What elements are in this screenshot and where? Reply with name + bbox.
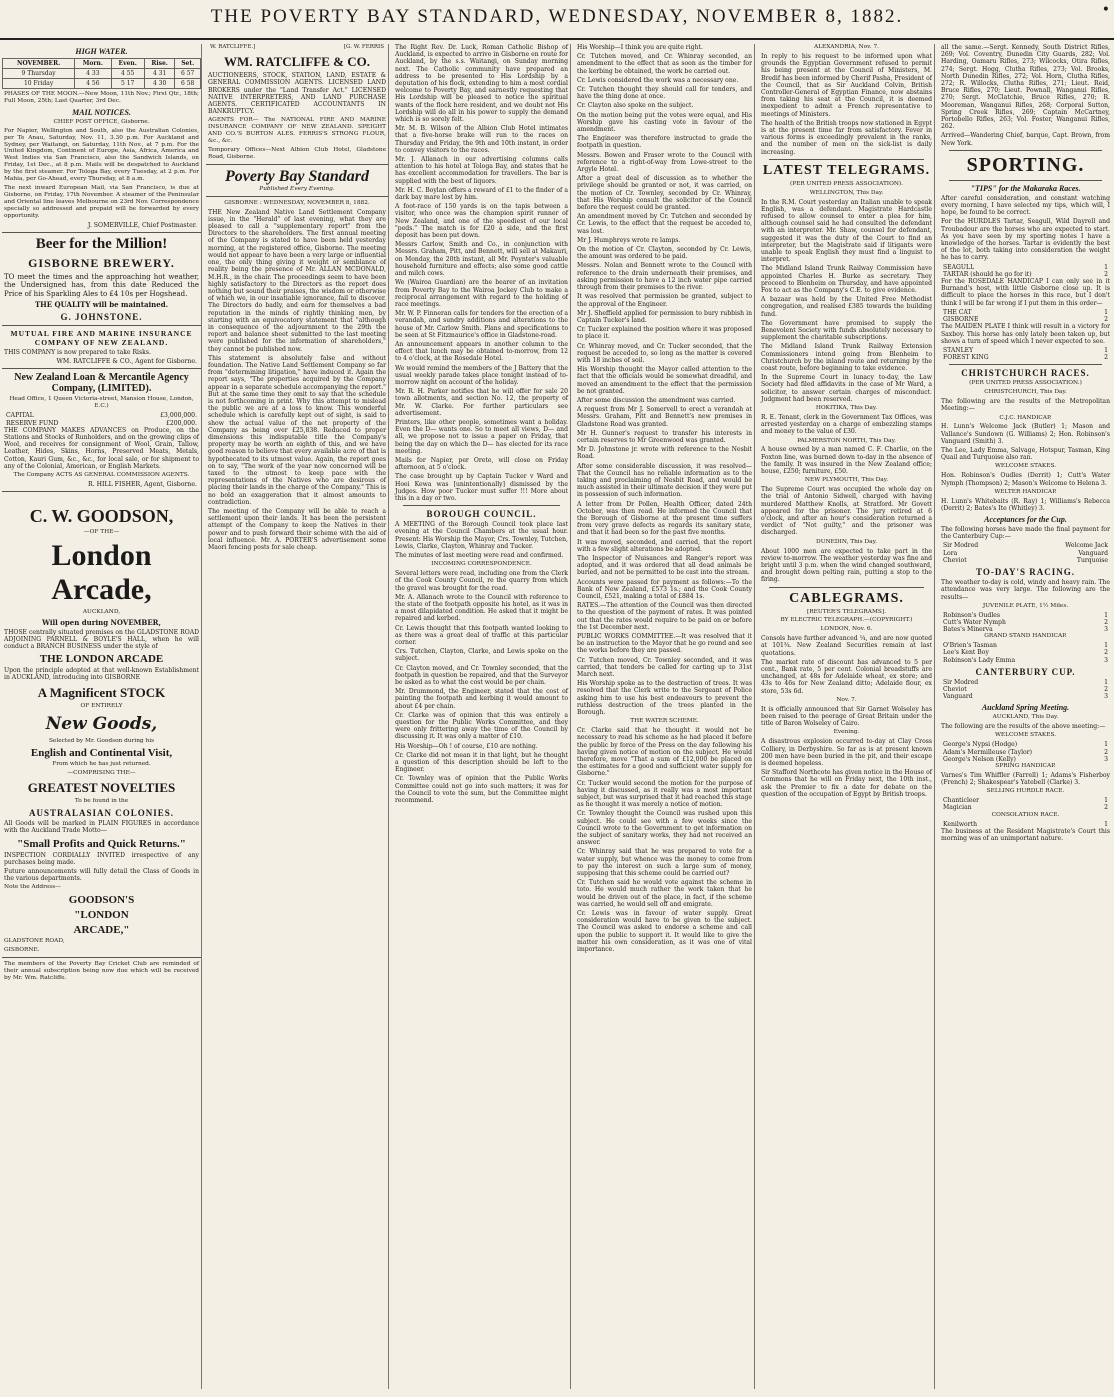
tip-row: SEAGULL 1 <box>943 263 1108 271</box>
tides-cell: 4 33 <box>75 69 111 79</box>
nesbit-road: After some considerable discussion, it was resolved—That the Council has no reliable information as to the taking and proclaiming of Nesbit Road, and would be much assisted in their ultimate decision if they were put in possession of such information. <box>577 462 752 499</box>
motion-spoke: Crs. Tutchen, Clayton, Clarke, and Lewis spoke on the subject. <box>395 648 568 663</box>
tides-heading: HIGH WATER. <box>75 47 128 56</box>
beer-sign: G. JOHNSTONE. <box>60 312 143 323</box>
newspaper-title: THE POVERTY BAY STANDARD, WEDNESDAY, NOVEMBER 8, 1882. <box>210 6 904 27</box>
cjc-results: H. Lunn's Welcome Jack (Butler) 1; Mason and Vallance's Sundown (G. Williams) 2; Hon. Robinson's Vanguard (Smith) 3. <box>941 423 1110 445</box>
dunedin-dateline: DUNEDIN, This Day. <box>816 538 877 545</box>
townley-rushed: Cr. Townley thought the Council was rushed upon this subject. He could see with a few weeks since the Council wrote to the Government to get information on the subject of sanitary works, they had not received an answer. <box>577 810 752 847</box>
result-row: Cutt's Water Nymph 2 <box>943 618 1108 626</box>
temp-offices: Temporary Offices—Next Albion Club Hotel, Gladstone Road, Gisborne. <box>208 147 386 160</box>
makauri-sale: Messrs Carlow, Smith and Co., in conjunction with Messrs. Graham, Pitt, and Bennett, will sell at Makauri, on Monday, the 20th instant, all Mr. Poynter's valuable household furniture and effects; also some good cattle and milch cows. <box>395 241 568 278</box>
colliery-explosion: A disastrous explosion occurred to-day at Clay Cross Colliery, in Derbyshire. So far as is at present known 200 men have been buried in the pit, and their escape is deemed hopeless. <box>761 738 932 767</box>
acceptances-heading: Acceptances for the Cup. <box>984 515 1067 525</box>
note-address: Note the Address— <box>4 884 62 891</box>
allotments-notice: Mr. R. H. Parker notifies that he will offer for sale 20 town allotments, and section No. 12, the property of Mr. W. Clarke. For further particulars see advertisement. <box>395 388 568 417</box>
grand-stand-heading: GRAND STAND HANDICAP. <box>984 633 1067 640</box>
clayton-spoke: Cr. Clayton also spoke on the subject. <box>577 102 694 110</box>
report-adopted: It was moved, seconded, and carried, that the report with a few slight alterations be adopted. <box>577 538 752 553</box>
result-row: George's Nypsi (Hodge) 1 <box>943 741 1108 749</box>
from-which: From which he has just returned. <box>52 761 151 768</box>
lewis-work: Cr. Lewis considered the work was a necessary one. <box>577 76 739 84</box>
welcome-stakes-2: WELCOME STAKES. <box>994 732 1057 739</box>
methodist-bazaar: A bazaar was held by the United Free Methodist congregation, and realised £385 towards the building fund. <box>761 296 932 318</box>
reuters: [REUTER'S TELEGRAMS]. <box>807 608 886 615</box>
tides-cell: 10 Friday <box>3 79 75 89</box>
stock-line: A Magnificent STOCK <box>37 684 166 700</box>
result-row: Magician 2 <box>943 804 1108 812</box>
auckland-text: The following are the results of the above meeting:— <box>941 723 1106 731</box>
acceptances-text: The following horses have made the final payment for the Canterbury Cup:— <box>941 526 1110 541</box>
acceptance-row: Sir Modred Welcome Jack <box>943 542 1108 550</box>
mutual-title: MUTUAL FIRE AND MARINE INSURANCE COMPANY OF NEW ZEALAND. <box>10 329 193 348</box>
ratcliffe-tags: W. RATCLIFFE.] [G. W. FERRIS <box>210 44 384 50</box>
column-1 <box>2 44 202 1389</box>
plymouth-dateline: NEW PLYMOUTH, This Day. <box>804 477 889 484</box>
borough-text: A MEETING of the Borough Council took place last evening at the Council Chambers at the usual hour. Present: His Worship the Mayor, Crs. Townley, Tutchen, Lewis, Clarke, Clayton, Whinray and Tucker. <box>395 521 568 550</box>
trees-destruction: His Worship spoke as to the destruction of trees. It was resolved that the Clerk write to the Sergeant of Police asking him to use his best endeavours to prevent the ruthless destruction of the trees planted in the Borough. <box>577 680 752 717</box>
hurdles-text: For the HURDLES Tartar, Seagull, Wild Dayrell and Troubadour are the horses who are expected to start. As you have seen by my sporting notes I have a knowledge of the horses. Tartar is evidently the best of the lot, both taking into consideration the weight he has to carry. <box>941 218 1110 262</box>
paper-title: Poverty Bay Standard <box>225 167 369 185</box>
tutchen-tenders: Cr. Tutchen thought they should call for tenders, and have the thing done at once. <box>577 86 752 101</box>
troops-health: The health of the British troops now stationed in Egypt is at the present time far from satisfactory. Fever in various forms is exceedingly prevalent in the ranks, and the number of men on the sick-list is daily increasing. <box>761 119 932 156</box>
new-goods: New Goods, <box>45 713 158 734</box>
tutchen-against: Cr. Tutchen said he would vote against the scheme in toto. He would much rather the work taken that he would be driven out of the place, in fact, if the scheme was carried, he would sell off and emigrate. <box>577 879 752 908</box>
permission-granted: It was resolved that permission be granted, subject to the approval of the Engineer. <box>577 293 752 308</box>
auckland-heading: Auckland Spring Meeting. <box>981 703 1070 713</box>
tides-row <box>3 79 201 89</box>
masthead <box>0 0 1114 40</box>
townley-opinion: Cr. Townley was of opinion that the Public Works Committee could not go into such matters; it was for the Council to vote the sum, but the Committee might recommend. <box>395 775 568 804</box>
future: Future announcements will fully detail the Class of Goods in the various departments. <box>4 868 199 883</box>
editorial-3: The meeting of the Company will be able to reach a settlement upon their lands. It has been the persistent attempt of the Company to keep the Natives in their power and to push forward their scheme with the aid of local influence. Mr. A. PORTER'S advertisement some Maori fencing posts for sale cheap. <box>208 508 386 552</box>
tides-cell: 6 58 <box>175 79 201 89</box>
address-line-1: GOODSON'S <box>68 894 135 907</box>
australasian: AUSTRALASIAN COLONIES. <box>28 808 175 819</box>
tides-header-cell: Morn. <box>75 59 111 69</box>
palmerston-dateline: PALMERSTON NORTH, This Day. <box>797 437 896 444</box>
beer-text: TO meet the times and the approaching hot weather, the Undersigned has, from this date Reduced the Price of his Sparkling Ales to £4 10s per Hogshead. <box>4 272 199 298</box>
marked: All Goods will be marked in PLAIN FIGURES in accordance with the Auckland Trade Motto— <box>4 820 199 835</box>
tides-row <box>3 69 201 79</box>
tip-row: STANLEY 1 <box>943 346 1108 354</box>
arcade-text2: Upon the principle adopted at that well-known Establishment in AUCKLAND, introducing into GISBORNE <box>4 667 199 682</box>
address-line-2: "LONDON <box>74 909 129 922</box>
allanach-hotel: Mr. J. Allanach in our advertising columns calls attention to his hotel at Tologa Bay, and states that he has excellent accommodation for travellers. The bar is supplied with the best of liquors. <box>395 156 568 185</box>
humphreys-lamps: Mr J. Humphreys wrote re lamps. <box>577 236 681 244</box>
sheffield-request: Mr J. Sheffield applied for permission to bury rubbish in Captain Tucker's land. <box>577 309 752 324</box>
mayor-amendment: His Worship thought the Mayor called attention to the fact that the officials would be somewhat dreadful, and moved an amendment to the effect that the permission be not granted. <box>577 366 752 395</box>
somervell-verandah: A request from Mr J. Somervell to erect a verandah at Messrs. Graham, Pitt and Bennett's new premises in Gladstone Road was granted. <box>577 406 752 428</box>
plymouth-text: The Supreme Court was occupied the whole day on the trial of Antonio Sidwell, charged with having murdered Matthew Knolls, at Stratford. Mr Govett appeared for the prisoner. The jury retired at 6 o'clock, and after an hour's consideration returned a verdict of "Not guilty," and the prisoner was discharged. <box>761 486 932 537</box>
result-row: Chanticleer 1 <box>943 797 1108 805</box>
agents-for: AGENTS FOR— The NATIONAL FIRE AND MARINE INSURANCE COMPANY OF NEW ZEALAND. SPEIGHT AND CO.'S BURTON ALES. FERRIS'S STRONG FLOUR, &c., &c. <box>208 117 386 145</box>
clarke-opinion-2: Cr. Clarke did not mean it in that light, but he thought a question of this description should be left to the Engineer. <box>395 751 568 774</box>
tides-cell: 4 55 <box>111 69 144 79</box>
also-ran: The Lee, Lady Emma, Salvage, Hotspur, Tasman, King Quail and Turquoise also ran. <box>941 447 1110 462</box>
borough-heading: BOROUGH COUNCIL. <box>426 509 537 520</box>
reserve-row: RESERVE FUND £200,000. <box>6 419 197 427</box>
column-6 <box>939 44 1112 1389</box>
welcome-heading: WELCOME STAKES. <box>994 463 1057 470</box>
goodson-of: —OF THE— <box>83 528 120 535</box>
hokitika-text: R. E. Tenant, clerk in the Government Tax Offices, was arrested yesterday on a charge of embezzling stamps and money to the value of £30. <box>761 413 932 436</box>
boylan-reward: Mr. H. C. Boylan offers a reward of £1 to the finder of a dark bay mare lost by him. <box>395 186 568 202</box>
spring-handicap-heading: SPRING HANDICAP. <box>995 762 1056 769</box>
result-row: Kenilworth 1 <box>943 820 1108 828</box>
result-row: Cheviot 2 <box>943 685 1108 693</box>
press-association-2: (PER UNITED PRESS ASSOCIATION.) <box>969 380 1082 387</box>
christchurch-dateline: CHRISTCHURCH, This Day. <box>984 389 1067 396</box>
battery-notice: We would remind the members of the J Battery that the usual weekly parade takes place tonight instead of to-morrow night on account of the holiday. <box>395 364 568 386</box>
welter-results: H. Lunn's Whitebaits (R. Ray) 1; Williams's Rebecca (Derrit) 2; Bates's Ite (Whitley) 3. <box>941 497 1110 512</box>
tides-table <box>2 58 201 89</box>
arcade-title: London Arcade, <box>51 538 152 606</box>
hokitika-dateline: HOKITIKA, This Day. <box>815 405 878 412</box>
result-row: Lee's Kent Boy 2 <box>943 649 1108 657</box>
tides-header-cell: Set. <box>175 59 201 69</box>
worship-reply: His Worship—I think you are quite right. <box>577 44 703 51</box>
spring-results: Varnes's Tim Whiffler (Farrell) 1; Adams's Fisherboy (French) 2; Shakespear's Yatebell (Clarke) 3. <box>941 771 1110 787</box>
result-row: Vanguard 3 <box>943 693 1108 701</box>
ratcliffe-title: WM. RATCLIFFE & CO. <box>223 54 370 70</box>
printers-holiday: Printers, like other people, sometimes want a holiday. Even the D— wants one. So to meet all views, D— and all, we propose not to issue a paper on Friday, that being the day on which the D— has elected for its race meeting. <box>395 418 568 455</box>
maiden-text: The MAIDEN PLATE I think will result in a victory for Saxboy. This horse has only lately been taken up, but shows a turn of speed which I never expected to see. <box>941 323 1110 345</box>
tucker-case: The case brought up by Captain Tucker v Ward and Hoei Kewa was [unintentionally] dismissed by the Judges. How poor Tucker must suffer !!! More about this in a day or two. <box>395 473 568 502</box>
tips-heading: "TIPS" for the Makaraka Races. <box>970 183 1081 193</box>
christchurch-heading: CHRISTCHURCH RACES. <box>961 368 1090 379</box>
benevolent-society: The Government have promised to supply the Benevolent Society with funds absolutely necessary to supplement the charitable subscriptions. <box>761 319 932 342</box>
tip-row: THE CAT 1 <box>943 308 1108 316</box>
tides-cell: 4 31 <box>144 69 175 79</box>
to-be-found: To be found in the <box>74 798 129 805</box>
loan-agents: The Company ACTS AS GENERAL COMMISSION AGENTS. <box>13 471 190 478</box>
rates-notice: RATES.—The attention of the Council was then directed to the question of the payment of rates. It was pointed out that the rates would require to be paid on or before the 1st December next. <box>577 602 752 631</box>
whinray-motion: Cr. Whinray moved, and Cr. Tucker seconded, that the request be acceded to, so long as the matter is covered with 18 inches of soil. <box>577 342 752 364</box>
lewis-favour: Cr. Lewis was in favour of water supply. Great consideration would have to be given to the subject. The Council was asked to endorse a scheme and call upon the public to support it. It would like to give the matter his own consideration, as it was one of vital importance. <box>577 910 752 954</box>
loan-title: New Zealand Loan & Mercantile Agency Company, (LIMITED). <box>14 372 189 395</box>
tides-cell: 9 Thursday <box>3 69 75 79</box>
brewery-name: GISBORNE BREWERY. <box>28 255 175 270</box>
wellington-dateline: WELLINGTON, This Day. <box>809 189 884 196</box>
address-line-5: GISBORNE. <box>4 947 40 954</box>
juvenile-heading: JUVENILE PLATE, 1½ Miles. <box>982 602 1069 609</box>
tip-row: TARTAR (should he go for it) 2 <box>943 270 1108 278</box>
allanach-letter: Mr. A. Allanach wrote to the Council with reference to the state of the footpath opposite his hotel, as it was in a most dilapidated condition. He asked that it might be repaired and kerbed. <box>395 593 568 623</box>
latest-telegrams: LATEST TELEGRAMS. <box>762 162 931 178</box>
tip-row: FOREST KING 2 <box>943 354 1108 362</box>
mail-sign: J. SOMERVILLE, Chief Postmaster. <box>87 221 197 229</box>
acceptance-row: Lora Vanguard <box>943 549 1108 557</box>
result-row: Robinson's Oudles 1 <box>943 611 1108 619</box>
mutual-text: THIS COMPANY is now prepared to take Risks. <box>4 349 151 357</box>
cjc-heading: C.J.C. HANDICAP. <box>999 414 1052 421</box>
sporting-heading: SPORTING. <box>966 153 1085 176</box>
moon-phases: PHASES OF THE MOON.—New Moon, 11th Nov.; First Qtr., 18th; Full Moon, 25th; Last Quarter, 3rd Dec. <box>4 91 199 104</box>
editorial-1: THE New Zealand Native Land Settlement Company issue, in the "Herald" of last evening, what they are pleased to call a "supplementary report" from the Directors to the shareholders. The first annual meeting of the Company is stated to have been held yesterday morning, at the registered office, Gisborne. The meeting would not appear to have been a very large or influential one, the only thing giving it weight or semblance of reality being the presence of Mr. ALLAN MCDONALD, M.H.R., in the chair. The proceedings seem to have been highly satisfactory to the Directors as the report does nothing but sound their praises, the wisdom or otherwise of which we, in our insatiable ignorance, fail to discover. The Directors do badly, and earn for themselves a bad reputation in the minds of rightly thinking men, by starting with an equivocatory statement that "although in consequence of the adjournment to the 29th the report and balance sheet submitted to the last meeting were published for the information of shareholders," they cannot be published now. <box>208 208 386 353</box>
engineer-instructed: The Engineer was therefore instructed to grade the footpath in question. <box>577 135 752 150</box>
arcade-style: THE LONDON ARCADE <box>39 653 164 666</box>
tides-cell: 4 30 <box>144 79 175 89</box>
foot-race: A foot-race of 150 yards is on the tapis between a visitor, who once was the champion spirit runner of New Zealand, and one of the speediest of our local "peds." The match is for £20 a side, and the first deposit has been put down. <box>395 203 568 240</box>
copyright: BY ELECTRIC TELEGRAPH.—(COPYRIGHT.) <box>780 617 913 624</box>
evening-dateline: Evening. <box>833 729 860 736</box>
corner-mark-icon: • <box>1101 2 1110 18</box>
lamps-paid: On the motion of Cr. Clayton, seconded by Cr. Lewis, the amount was ordered to be paid. <box>577 246 752 261</box>
arrived-ship: Arrived—Wandering Chief, barque, Capt. Brown, from New York. <box>941 132 1110 147</box>
church-news: The Right Rev. Dr. Luck, Roman Catholic Bishop of Auckland, is expected to arrive in Gisborne en route for Auckland, by the s.s. Waitangi, on Sunday morning next. The Catholic community have prepared an address to be presented to His Lordship by a deputation of his flock, extending to him a most cordial welcome to Poverty Bay, and earnestly requesting that His Lordship will be pleased to notice the spiritual wants of the flock here resident, and we doubt not His Lordship will do all in his power to supply the demand which is so sorely felt. <box>395 44 568 124</box>
borough-minutes: The minutes of last meeting were read and confirmed. <box>395 552 564 559</box>
tides-cell: 4 56 <box>75 79 111 89</box>
right-of-way: After a great deal of discussion as to whether the privilege should be granted or not, it was carried, on the motion of Cr. Townley, seconded by Cr. Whinray, that His Worship consult the solicitor of the Council before the request could be granted. <box>577 175 752 212</box>
wairoa-invitation: We (Wairoa Guardian) are the bearer of an invitation from Poverty Bay to the Wairoa Jockey Club to make a reciprocal arrangement with regard to the holding of race meetings. <box>395 279 568 308</box>
arcade-text: THOSE centrally situated premises on the GLADSTONE ROAD ADJOINING PARNELL & BOYLE'S HALL, when he will conduct a BRANCH BUSINESS under the style of <box>4 628 199 651</box>
mail-text: For Napier, Wellington and South, also the Australian Colonies, per Te Anau, Saturday, Nov. 11, 3.30 p.m. For Auckland and Sydney, per Waitangi, on Saturday, 11th Nov., at 7 p.m. For the United Kingdom, Continent of Europe, Asia, Africa, America and West Indies via San Francisco, also the Sandwich Islands, on Friday, 1st Dec., at 8 p.m. Mails will be despatched to Auckland by the first steamer. For Tologa Bay, every Tuesday, at 2 p.m. For Mahia, per Go-Ahead, every Thursday, at 8 a.m. <box>4 127 199 183</box>
dunedin-text: About 1000 men are expected to take part in the review to-morrow. The weather yesterday was fine and bright until 3 p.m. when the wind changed southward, and brought down pelting rain, putting a stop to the firing. <box>761 547 932 584</box>
column-3 <box>393 44 571 1389</box>
cablegrams-heading: CABLEGRAMS. <box>789 590 904 606</box>
public-works: PUBLIC WORKS COMMITTEE.—It was resolved that it be an instruction to the Mayor that he go round and see the works before they are passed. <box>577 633 752 655</box>
acceptance-row: Cheviot Turquoise <box>943 556 1108 564</box>
railway-commissioners: The Midland Island Trunk Railway Extension Commissioners intend going from Blenheim to Christchurch by the inland route and returning by the coast route, before beginning to take evidence. <box>761 343 932 373</box>
english-visit: English and Continental Visit, <box>30 747 173 760</box>
loan-text: THE COMPANY MAKES ADVANCES on Produce, on the Stations and Stocks of Runholders, and on the growing clips of Wool, and receives for consignment of Wool, Grain, Tallow, Leather, Hides, Skins, Horns, Preserved Meats, Metals, Cotton, Kauri Gum, &c., &c., for local sale, or for shipment to any of the Colonial, American, or English Markets. <box>4 426 199 470</box>
result-row: O'Brien's Tasman 1 <box>943 642 1108 650</box>
tides-header-cell: NOVEMBER. <box>3 59 75 69</box>
rifle-scores: all the same.—Sergt. Kennedy, South District Rifles, 269; Vol. Coventry, Dunedin City Guards, 282; Vol. Harding, Oamaru Rifles, 273; Wilcocks, Otira Rifles, 274; Sergt. Hogg, Clutha Rifles, 273; Vol. Brooks, North Dunedin Rifles, 272; Vol. Horn, Clutha Rifles, 272; R. Willocks, Clutha Rifles, 271; Lieut. Reid, Bruce Rifles, 270; Lieut. Pownall, Wanganui Rifles, 270; Sergt. McClatchie, Bruce Rifles, 270; R. Mooreman, Wanganui Rifles, 268; Corporal Sutton, Spring Creek Rifles, 269; Captain McCartney, Portobello Rifles, 263; Vol. Foster, Wanganui Rifles, 262. <box>941 44 1110 131</box>
nov7-dateline: Nov. 7. <box>836 696 857 703</box>
tip-row: GISBORNE 2 <box>943 316 1108 324</box>
bowen-fraser: Messrs. Bowen and Fraser wrote to the Council with reference to a right-of-way from Lowe-street to the Argyle Hotel. <box>577 151 752 174</box>
incoming-text: Several letters were read, including one from the Clerk of the Cook County Council, re the quarry from which the gravel was brought for the road. <box>395 570 568 592</box>
alexandria-dateline: ALEXANDRIA, Nov. 7. <box>814 44 879 50</box>
consols: Consols have further advanced ¼, and are now quoted at 101¾. New Zealand Securities remain at last quotations. <box>761 635 932 657</box>
whinray-money: Cr. Whinray said that he was prepared to vote for a water supply, but whence was the money to come from to pay the interest on such a large sum of money, supposing that this scheme could be carried out? <box>577 848 752 878</box>
dateline: GISBORNE : WEDNESDAY, NOVEMBER 8, 1882. <box>224 199 370 206</box>
discount-market: The market rate of discount has advanced to 5 per cent., Bank rate, 5 per cent. Colonial breadstuffs are unchanged, at 48s for Adelaide wheat, ex store; and 43s to 46s for New Zealand ditto; Adelaide flour, ex store, 53s 6d. <box>761 658 932 695</box>
greatest-novelties: GREATEST NOVELTIES <box>27 780 176 796</box>
todays-text: The weather to-day is cold, windy and heavy rain. The attendance was very large. The following are the results— <box>941 579 1110 601</box>
arcade-city: AUCKLAND, <box>82 608 121 615</box>
water-scheme-heading: THE WATER SCHEME. <box>630 718 699 725</box>
result-row: George's Nelson (Kelly) 3 <box>943 755 1108 763</box>
tutchen-amendment: Cr. Tutchen moved, and Cr. Whinray seconded, an amendment to the effect that as soon as the timber for the kerbing be obtained, the work be carried out. <box>577 53 752 75</box>
published-note: Published Every Evening. <box>259 185 335 192</box>
result-row: Bates's Minerva 3 <box>943 626 1108 634</box>
loan-sign: R. HILL FISHER, Agent, Gisborne. <box>88 480 197 488</box>
rosedale-text: For the ROSEDALE HANDICAP I can only see in it Burnand's host, with little Gisborne close up. It is difficult to place the horses in this race, but I don't think I will be far wrong if I put them in this order— <box>941 278 1110 307</box>
palmerston-text: A house owned by a man named C. F. Charlie, on the Foxton line, was burned down to-day in the absence of the family. It was insured in the New Zealand office; house, £250; furniture, £50. <box>761 446 932 476</box>
mutual-sign: WM. RATCLIFFE & CO., Agent for Gisborne. <box>56 358 197 366</box>
tucker-second: Cr. Tucker would second the motion for the purpose of having it discussed, as it really was a most important subject, but was surprised that it had reached this stage as he thought it was merely a notice of motion. <box>577 779 752 809</box>
selected: Selected by Mr. Goodson during his <box>48 737 155 744</box>
nolan-bennett: Messrs. Nolan and Bennett wrote to the Council with reference to the drain underneath their premises, and asking permission to have a 12 inch water pipe carried through from their premises to the river. <box>577 262 752 292</box>
clayton-motion: Cr. Clayton moved, and Cr. Townley seconded, that the footpath in question be repaired, and that the Surveyor be asked as to what the cost would be per chain. <box>395 664 568 686</box>
canterbury-cup-heading: CANTERBURY CUP. <box>975 666 1076 677</box>
clarke-opinion: Cr. Clarke was of opinion that this was entirely a question for the Public Works Committee, and they were only frittering away the time of the Council by discussing it. It was only a matter of £10. <box>395 711 568 741</box>
tides-header-cell: Rise. <box>144 59 175 69</box>
result-row: Adam's Mermilleuse (Taylor) 2 <box>943 748 1108 756</box>
amendment-lost: An amendment moved by Cr. Tutchen and seconded by Cr. Lewis, to the effect that the request be acceded to, was lost. <box>577 213 752 235</box>
christchurch-text: The following are the results of the Metropolitan Meeting:— <box>941 398 1110 413</box>
goodson-name: C. W. GOODSON, <box>29 505 174 526</box>
entirely: OF ENTIRELY <box>80 702 123 709</box>
auckland-dateline: AUCKLAND, This Day. <box>992 714 1059 721</box>
johnstone-letter: Mr D. Johnstone jr. wrote with reference to the Nesbit Road. <box>577 446 752 461</box>
welcome-results: Hon. Robinson's Oudles (Derrit) 1; Cutt's Water Nymph (Thompson) 2; Mason's Welcome to Helena 3. <box>941 472 1110 487</box>
press-association: (PER UNITED PRESS ASSOCIATION). <box>789 180 904 187</box>
gunner-transfer: Mr H. Gunner's request to transfer his interests in certain reserves to Mr Greenwood was granted. <box>577 429 752 444</box>
mail-heading: MAIL NOTICES. <box>72 107 131 117</box>
editorial-2: This statement is absolutely false and without foundation. The Native Land Settlement Company so far from "determining litigation," have induced it. Again the report says, "The properties acquired by the Company appear in a separate schedule accompanying the report." But at the same time they omit to say that the schedule is not forthcoming in print. Why this attempt to mislead the public we are at a loss to know. This wonderful schedule which is carefully kept out of sight, is said to show the actual value of the net property of the Company as being over £25,838. Reduced to proper dimensions this indisputable title the Company's property may be worth an eighth of this, and we have good reason to believe that every available acre of that is hypothecated to its utmost value. Again, the report goes on to say, "The work of the year now concerned will be taxed to the utmost to keep pace with the representations of the Natives who are desirous of placing their lands in the charge of the Company." This is no bold an exaggeration that it almost amounts to contradiction. <box>208 354 386 506</box>
accounts-passed: Accounts were passed for payment as follows:—To the Bank of New Zealand, £573 1s.; and the Cook County Council, £521, making a total of £884 1s. <box>577 578 752 601</box>
tides-header-cell: Even. <box>111 59 144 69</box>
napier-mails: Mails for Napier, per Orete, will close on Friday afternoon, at 5 o'clock. <box>395 456 568 472</box>
wellington-text: In the R.M. Court yesterday an Italian unable to speak English, was a defendant. Magistrate Hardcastle refused to allow counsel to enter a plea for him, although counsel said he had consulted the defendant with an interpreter. Mr. Shaw, counsel for defendant, suggested it was the duty of the Court to find an interpreter, but the Magistrate said if litigants were unable to speak English they must find a linguist to interpret. <box>761 198 932 264</box>
ratcliffe-text: AUCTIONEERS, STOCK, STATION, LAND, ESTATE & GENERAL COMMISSION AGENTS. LICENSED LAND BROKERS under the "Land Transfer Act." LICENSED NATIVE INTERPRETERS, AND LAND PURCHASE AGENTS. CERTIFICATED ACCOUNTANTS IN BANKRUPTCY. <box>208 72 386 116</box>
incoming-heading: INCOMING CORRESPONDENCE. <box>431 561 532 568</box>
mail-note: The next inward European Mail, via San Francisco, is due at Gisborne, on Friday, 17th November. A steamer of the Peninsular and Oriental line leaves Melbourne on 23rd Nov. Correspondence specially so addressed and prepaid will be forwarded by every opportunity. <box>4 184 199 219</box>
carting-tenders: Cr. Tutchen moved, Cr. Townley seconded, and it was carried, that tenders be called for carting up to 31st March next. <box>577 656 752 679</box>
result-row: Robinson's Lady Emma 3 <box>943 656 1108 664</box>
todays-racing: TO-DAY'S RACING. <box>975 567 1076 578</box>
midland-commission: The Midland Island Trunk Railway Commission have appointed Charles H. Burke as secretary. They proceed to Blenheim on Thursday, and have appointed Fox to act as the Company's C.E. to give evidence. <box>761 265 932 294</box>
casting-vote: On the motion being put the votes were equal, and His Worship gave his casting vote in favour of the amendment. <box>577 111 752 134</box>
cricket-notice: The members of the Poverty Bay Cricket Club are reminded of their annual subscription being now due which will be received by Mr. Wm. Ratcliffe. <box>4 961 199 981</box>
result-row: Sir Modred 1 <box>943 678 1108 686</box>
pollen-letter: A letter from Dr Pollen, Health Officer, dated 24th October, was then read. He informed the Council that the Borough of Gisborne at the present time suffers from very grave defects as regards its sanitary state, and that it had been so for the past five months. <box>577 500 752 537</box>
tenders-notice: Mr. W. P. Finneran calls for tenders for the erection of a verandah, and sundry additions and alterations to the house of Mr. Carlow Smith. Plans and specifications to be seen at St Fitzmaurice's office in Gladstone-road. <box>395 310 568 339</box>
wolseley: It is officially announced that Sir Garnet Wolseley has been raised to the peerage of Great Britain under the title of Baron Wolseley of Cairo. <box>761 705 932 728</box>
lunch-notice: An announcement appears in another column to the effect that lunch may be obtained to-morrow, from 12 to 4 o'clock, at the Rosedale Hotel. <box>395 340 568 363</box>
water-scheme-text: Cr. Clarke said that he thought it would not be necessary to read his scheme as he had placed it before the public by force of the Press on the day following his having given notice of motion on the subject. He would therefore, move "That a sum of £12,000 be placed on the estimates for a good and sufficient water supply for Gisborne." <box>577 727 752 778</box>
magistrate-court: The business at the Resident Magistrate's Court this morning was of an unimportant nature. <box>941 827 1110 842</box>
column-4 <box>575 44 755 1389</box>
tides-cell: 6 57 <box>175 69 201 79</box>
column-2 <box>206 44 389 1389</box>
lewis-footpath: Cr. Lewis thought that this footpath wanted looking to as there was a great deal of traffic at this particular corner. <box>395 624 568 646</box>
selling-hurdle-heading: SELLING HURDLE RACE. <box>986 788 1065 795</box>
comprising: —COMPRISING THE— <box>67 770 136 777</box>
northcote-notice: Sir Stafford Northcote has given notice in the House of Commons that he will on Friday next, the 10th inst., ask the Premier to fix a date for debate on the question of the occupation of Egypt by British troops. <box>761 769 932 798</box>
beer-quality: THE QUALITY will be maintained. <box>34 300 169 310</box>
tips-text: After careful consideration, and constant watching every morning, I have selected my tips, which will, I hope, be found to be correct. <box>941 194 1110 217</box>
november-open: Will open during NOVEMBER, <box>42 617 161 627</box>
motto: "Small Profits and Quick Returns." <box>17 837 186 850</box>
address-line-4: GLADSTONE ROAD, <box>4 938 65 945</box>
inspector-report: The Inspector of Nuisances and Ranger's report was adopted, and it was ordered that all dead animals be buried, and not be permitted to be cast into the stream. <box>577 555 752 577</box>
welter-heading: WELTER HANDICAP. <box>994 488 1057 495</box>
drummond-cost: Mr. Drummond, the Engineer, stated that the cost of painting the footpath and kerbing it would amount to about £4 per chain. <box>395 688 568 710</box>
beer-title: Beer for the Million! <box>35 235 168 252</box>
alexandria-text: In reply to his request to be informed upon what grounds the Egyptian Government refused to permit his being present at the Council of Ministers, M. Bredif has been informed by Cherif Pasha, President of the Council, that as Sir Auckland Colvin, British Controller-General of Egyptian Finance, now abstains from taking his seat at the Council, it is deemed inexpedient to admit a French representative to meetings of Ministers. <box>761 52 932 118</box>
tucker-explained: Cr. Tucker explained the position where it was proposed to place it. <box>577 326 752 341</box>
consolation-heading: CONSOLATION RACE. <box>991 811 1060 818</box>
loan-office: Head Office, 1 Queen Victoria-street, Mansion House, London, E.C.) <box>9 396 194 410</box>
worship-remark: His Worship—Oh ! of course, £10 are nothing. <box>395 742 538 750</box>
amendment-carried: After some discussion the amendment was carried. <box>577 396 736 404</box>
capital-row: CAPITAL £3,000,000. <box>6 412 197 420</box>
london-dateline: LONDON, Nov. 6. <box>820 626 873 633</box>
albion-brake: Mr. M. B. Wilson of the Albion Club Hotel intimates that a five-horse brake will run to the races on Thursday and Friday, the 9th and 10th instant, in order to convey visitors to the races. <box>395 125 568 154</box>
inspection: INSPECTION CORDIALLY INVITED irrespective of any purchases being made. <box>4 851 199 866</box>
address-line-3: ARCADE," <box>73 924 130 937</box>
tides-cell: 5 17 <box>111 79 144 89</box>
mail-sub: CHIEF POST OFFICE, Gisborne. <box>53 118 150 125</box>
supreme-court: In the Supreme Court in lunacy to-day, the Law Society had filed affidavits in the case of Mr Ward, a solicitor, to answer certain charges of misconduct. Judgment had been reserved. <box>761 374 932 403</box>
column-5 <box>759 44 935 1389</box>
